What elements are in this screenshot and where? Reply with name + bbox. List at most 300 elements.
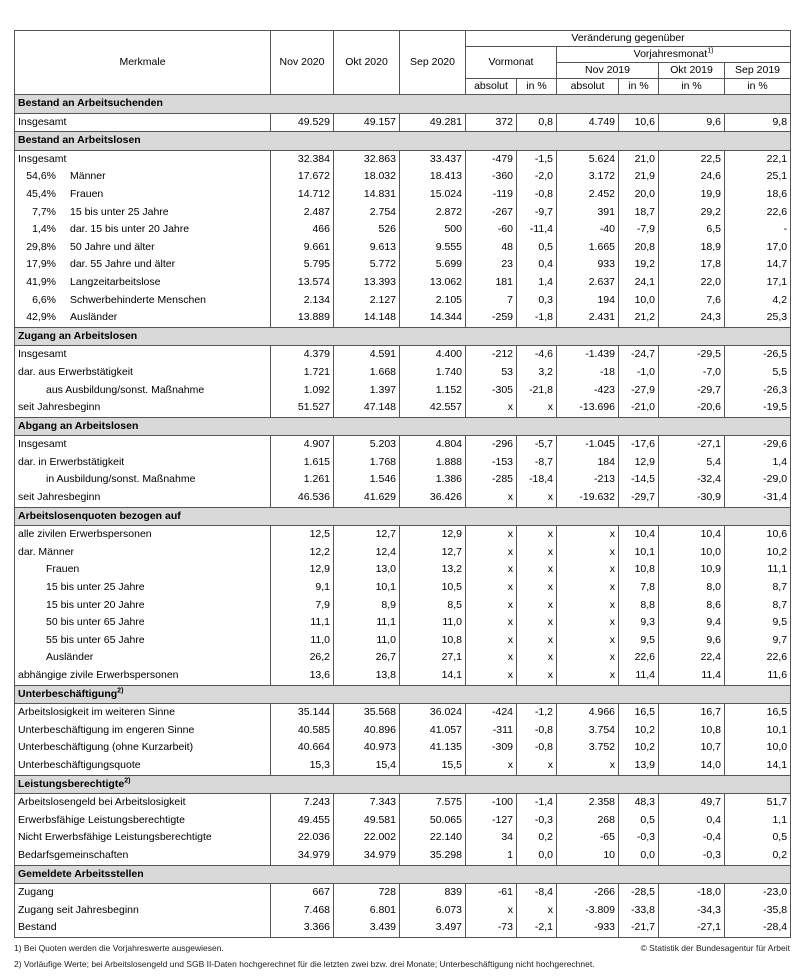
value-cell: -4,6	[517, 346, 557, 364]
value-cell: 526	[334, 221, 400, 239]
value-cell: 22,0	[659, 274, 725, 292]
section-fill-cell	[334, 685, 400, 704]
header-vorjahresmonat-label: Vorjahresmonat	[633, 48, 708, 60]
value-cell: -0,8	[517, 722, 557, 740]
section-fill-cell	[619, 685, 659, 704]
value-cell: 9,5	[725, 614, 791, 632]
row-label-cell	[15, 794, 271, 812]
section-fill-cell	[659, 775, 725, 794]
value-cell: -24,7	[619, 346, 659, 364]
value-cell: 0,0	[619, 847, 659, 865]
value-cell: 5.699	[400, 256, 466, 274]
value-cell: 9,1	[271, 579, 334, 597]
value-cell: -1,0	[619, 364, 659, 382]
table-body	[15, 95, 791, 938]
value-cell: x	[517, 544, 557, 562]
value-cell: 41.057	[400, 722, 466, 740]
value-cell: -296	[466, 436, 517, 454]
value-cell: 14.712	[271, 186, 334, 204]
value-cell: 40.585	[271, 722, 334, 740]
value-cell: 32.384	[271, 150, 334, 168]
section-fill-cell	[466, 132, 517, 151]
row-label: dar. 55 Jahre und älter	[70, 258, 176, 271]
table-header	[15, 31, 791, 95]
value-cell: x	[557, 614, 619, 632]
row-label: Zugang seit Jahresbeginn	[18, 903, 139, 916]
value-cell: 22,1	[725, 150, 791, 168]
share-percent: 41,9%	[26, 275, 56, 288]
section-header-row	[15, 775, 791, 794]
value-cell: x	[557, 649, 619, 667]
value-cell: 41.135	[400, 739, 466, 757]
row-label: dar. in Erwerbstätigkeit	[18, 455, 125, 468]
value-cell: -266	[557, 884, 619, 902]
value-cell: 48	[466, 239, 517, 257]
value-cell: 500	[400, 221, 466, 239]
value-cell: 22.002	[334, 829, 400, 847]
value-cell: x	[466, 544, 517, 562]
value-cell: 24,1	[619, 274, 659, 292]
row-label: dar. aus Erwerbstätigkeit	[18, 365, 133, 378]
section-fill-cell	[517, 685, 557, 704]
section-fill-cell	[619, 775, 659, 794]
table-row	[15, 544, 791, 562]
value-cell: 4.907	[271, 436, 334, 454]
share-percent: 42,9%	[26, 311, 56, 324]
value-cell: 8,9	[334, 597, 400, 615]
value-cell: 16,5	[619, 704, 659, 722]
value-cell: -360	[466, 168, 517, 186]
row-label-cell	[15, 309, 271, 327]
value-cell: 10,1	[334, 579, 400, 597]
section-fill-cell	[725, 132, 791, 151]
value-cell: 49,7	[659, 794, 725, 812]
value-cell: -28,4	[725, 919, 791, 937]
row-label: abhängige zivile Erwerbspersonen	[18, 669, 179, 681]
value-cell: 50.065	[400, 812, 466, 830]
section-fill-cell	[334, 507, 400, 526]
value-cell: -13.696	[557, 399, 619, 417]
value-cell: 3.497	[400, 919, 466, 937]
section-fill-cell	[725, 865, 791, 884]
value-cell: 4.379	[271, 346, 334, 364]
row-label: 15 bis unter 25 Jahre	[70, 205, 169, 218]
value-cell: -479	[466, 150, 517, 168]
value-cell: x	[466, 526, 517, 544]
section-fill-cell	[725, 775, 791, 794]
value-cell: 15,5	[400, 757, 466, 775]
value-cell: 1.888	[400, 454, 466, 472]
value-cell: 1.397	[334, 382, 400, 400]
section-fill-cell	[517, 417, 557, 436]
row-label-cell	[15, 186, 271, 204]
value-cell: x	[466, 649, 517, 667]
value-cell: 10,6	[619, 113, 659, 132]
header-vormonat: Vormonat	[466, 47, 557, 79]
value-cell: 3.172	[557, 168, 619, 186]
value-cell: 40.664	[271, 739, 334, 757]
value-cell: x	[557, 561, 619, 579]
value-cell: 2.431	[557, 309, 619, 327]
value-cell: 18,7	[619, 204, 659, 222]
value-cell: -27,9	[619, 382, 659, 400]
value-cell: x	[517, 526, 557, 544]
section-fill-cell	[659, 132, 725, 151]
row-label-cell	[15, 649, 271, 667]
value-cell: -0,3	[659, 847, 725, 865]
value-cell: 42.557	[400, 399, 466, 417]
value-cell: 466	[271, 221, 334, 239]
value-cell: 13,8	[334, 667, 400, 685]
row-label-cell	[15, 704, 271, 722]
value-cell: -19,5	[725, 399, 791, 417]
table-row	[15, 221, 791, 239]
value-cell: 18,6	[725, 186, 791, 204]
value-cell: 728	[334, 884, 400, 902]
row-label: Bedarfsgemeinschaften	[18, 848, 129, 861]
value-cell: 8,6	[659, 597, 725, 615]
section-fill-cell	[659, 865, 725, 884]
value-cell: -27,1	[659, 919, 725, 937]
header-nov-2020: Nov 2020	[271, 31, 334, 95]
value-cell: 2.127	[334, 292, 400, 310]
section-fill-cell	[557, 685, 619, 704]
row-label: Unterbeschäftigung im engeren Sinne	[18, 723, 195, 736]
section-title-text: Arbeitslosenquoten bezogen auf	[18, 509, 181, 522]
value-cell: -61	[466, 884, 517, 902]
value-cell: 5.203	[334, 436, 400, 454]
value-cell: 51,7	[725, 794, 791, 812]
value-cell: 49.281	[400, 113, 466, 132]
value-cell: -933	[557, 919, 619, 937]
value-cell: 11,6	[725, 667, 791, 685]
value-cell: -0,8	[517, 739, 557, 757]
value-cell: 10,4	[659, 526, 725, 544]
section-fill-cell	[619, 865, 659, 884]
section-fill-cell	[619, 507, 659, 526]
value-cell: -21,7	[619, 919, 659, 937]
section-header-row	[15, 95, 791, 114]
row-label-cell	[15, 614, 271, 632]
value-cell: 1.768	[334, 454, 400, 472]
section-fill-cell	[725, 327, 791, 346]
table-row	[15, 436, 791, 454]
section-fill-cell	[271, 685, 334, 704]
value-cell: 9.613	[334, 239, 400, 257]
value-cell: 40.896	[334, 722, 400, 740]
value-cell: -127	[466, 812, 517, 830]
value-cell: -305	[466, 382, 517, 400]
value-cell: 4.804	[400, 436, 466, 454]
value-cell: 17,1	[725, 274, 791, 292]
value-cell: 21,9	[619, 168, 659, 186]
row-label: Frauen	[70, 187, 104, 200]
value-cell: 667	[271, 884, 334, 902]
value-cell: 3,2	[517, 364, 557, 382]
value-cell: 10,0	[619, 292, 659, 310]
value-cell: 8,7	[725, 597, 791, 615]
header-nov2019-absolut: absolut	[557, 79, 619, 95]
section-fill-cell	[619, 417, 659, 436]
value-cell: x	[466, 399, 517, 417]
value-cell: 27,1	[400, 649, 466, 667]
row-label: Unterbeschäftigungsquote	[18, 758, 141, 771]
value-cell: 34.979	[271, 847, 334, 865]
value-cell: 12,5	[271, 526, 334, 544]
value-cell: 11,1	[271, 614, 334, 632]
row-label-cell	[15, 526, 271, 544]
value-cell: 1.721	[271, 364, 334, 382]
value-cell: 1,1	[725, 812, 791, 830]
value-cell: 13,2	[400, 561, 466, 579]
value-cell: x	[517, 667, 557, 685]
value-cell: 15,4	[334, 757, 400, 775]
value-cell: -1,5	[517, 150, 557, 168]
value-cell: -31,4	[725, 489, 791, 507]
value-cell: 839	[400, 884, 466, 902]
value-cell: 21,2	[619, 309, 659, 327]
value-cell: 2.358	[557, 794, 619, 812]
table-row	[15, 309, 791, 327]
value-cell: -1,2	[517, 704, 557, 722]
section-title	[15, 685, 271, 704]
value-cell: 22.140	[400, 829, 466, 847]
value-cell: 7,9	[271, 597, 334, 615]
value-cell: 13.889	[271, 309, 334, 327]
value-cell: 2.872	[400, 204, 466, 222]
value-cell: 35.144	[271, 704, 334, 722]
value-cell: x	[466, 902, 517, 920]
value-cell: 4.591	[334, 346, 400, 364]
value-cell: 9,3	[619, 614, 659, 632]
row-label: in Ausbildung/sonst. Maßnahme	[46, 473, 196, 486]
row-label-cell	[15, 919, 271, 937]
value-cell: x	[517, 579, 557, 597]
row-label: Arbeitslosengeld bei Arbeitslosigkeit	[18, 796, 186, 809]
value-cell: 1.668	[334, 364, 400, 382]
table-row	[15, 526, 791, 544]
value-cell: -7,9	[619, 221, 659, 239]
value-cell: -8,4	[517, 884, 557, 902]
section-fill-cell	[466, 507, 517, 526]
row-label: 55 bis unter 65 Jahre	[46, 633, 145, 646]
value-cell: 4.749	[557, 113, 619, 132]
section-fill-cell	[466, 775, 517, 794]
table-row	[15, 346, 791, 364]
value-cell: 9,6	[659, 113, 725, 132]
row-label-cell	[15, 256, 271, 274]
statistics-table	[14, 30, 791, 938]
section-fill-cell	[271, 865, 334, 884]
section-title	[15, 417, 271, 436]
row-label-cell	[15, 829, 271, 847]
table-row	[15, 739, 791, 757]
value-cell: -60	[466, 221, 517, 239]
value-cell: -285	[466, 471, 517, 489]
value-cell: 194	[557, 292, 619, 310]
header-sep-2020: Sep 2020	[400, 31, 466, 95]
value-cell: 22,6	[725, 204, 791, 222]
table-row	[15, 579, 791, 597]
table-row	[15, 722, 791, 740]
section-fill-cell	[725, 507, 791, 526]
section-header-row	[15, 865, 791, 884]
value-cell: 181	[466, 274, 517, 292]
value-cell: -26,5	[725, 346, 791, 364]
value-cell: 372	[466, 113, 517, 132]
value-cell: -21,0	[619, 399, 659, 417]
header-sep2019-pct: in %	[725, 79, 791, 95]
section-fill-cell	[619, 327, 659, 346]
table-row	[15, 150, 791, 168]
table-row	[15, 471, 791, 489]
section-title-text: Gemeldete Arbeitsstellen	[18, 867, 144, 880]
row-label-cell	[15, 150, 271, 168]
value-cell: 7.343	[334, 794, 400, 812]
row-label-cell	[15, 597, 271, 615]
row-label: Langzeitarbeitslose	[70, 275, 161, 288]
row-label: Zugang	[18, 886, 54, 899]
value-cell: 20,0	[619, 186, 659, 204]
value-cell: 18,9	[659, 239, 725, 257]
row-label-cell	[15, 221, 271, 239]
section-header-row	[15, 132, 791, 151]
section-fill-cell	[725, 685, 791, 704]
section-title-text: Bestand an Arbeitsuchenden	[18, 97, 163, 109]
value-cell: 0,5	[619, 812, 659, 830]
value-cell: 9,6	[659, 632, 725, 650]
value-cell: 17,8	[659, 256, 725, 274]
row-label: seit Jahresbeginn	[18, 401, 101, 414]
row-label: dar. Männer	[18, 545, 75, 558]
section-fill-cell	[334, 95, 400, 114]
section-title	[15, 327, 271, 346]
row-label-cell	[15, 667, 271, 685]
header-vormonat-absolut: absolut	[466, 79, 517, 95]
value-cell: 26,2	[271, 649, 334, 667]
table-row	[15, 902, 791, 920]
row-label-cell	[15, 346, 271, 364]
section-fill-cell	[400, 685, 466, 704]
value-cell: 1.092	[271, 382, 334, 400]
table-row	[15, 256, 791, 274]
share-percent: 45,4%	[26, 187, 56, 200]
section-header-row	[15, 685, 791, 704]
value-cell: 9,8	[725, 113, 791, 132]
section-title-text: Unterbeschäftigung	[18, 687, 118, 700]
value-cell: -17,6	[619, 436, 659, 454]
header-okt-2019: Okt 2019	[659, 63, 725, 79]
value-cell: 9.555	[400, 239, 466, 257]
row-label-cell	[15, 399, 271, 417]
row-label: Ausländer	[70, 311, 118, 324]
value-cell: 10,0	[725, 739, 791, 757]
value-cell: -	[725, 221, 791, 239]
value-cell: 49.529	[271, 113, 334, 132]
row-label: Bestand	[18, 921, 57, 934]
value-cell: x	[466, 614, 517, 632]
value-cell: 10,4	[619, 526, 659, 544]
value-cell: 10,6	[725, 526, 791, 544]
table-row	[15, 632, 791, 650]
value-cell: 0,3	[517, 292, 557, 310]
value-cell: -29,7	[659, 382, 725, 400]
value-cell: -1,8	[517, 309, 557, 327]
value-cell: 6,5	[659, 221, 725, 239]
value-cell: -153	[466, 454, 517, 472]
value-cell: -19.632	[557, 489, 619, 507]
value-cell: 12,7	[400, 544, 466, 562]
table-row	[15, 399, 791, 417]
value-cell: -309	[466, 739, 517, 757]
section-fill-cell	[517, 327, 557, 346]
value-cell: -20,6	[659, 399, 725, 417]
value-cell: -30,9	[659, 489, 725, 507]
value-cell: x	[557, 544, 619, 562]
section-fill-cell	[659, 507, 725, 526]
value-cell: 49.455	[271, 812, 334, 830]
value-cell: 48,3	[619, 794, 659, 812]
section-fill-cell	[659, 327, 725, 346]
value-cell: 4,2	[725, 292, 791, 310]
section-fill-cell	[400, 507, 466, 526]
section-fill-cell	[659, 95, 725, 114]
value-cell: 5,4	[659, 454, 725, 472]
section-fill-cell	[334, 417, 400, 436]
value-cell: 12,9	[619, 454, 659, 472]
value-cell: 47.148	[334, 399, 400, 417]
value-cell: 2.134	[271, 292, 334, 310]
value-cell: 5,5	[725, 364, 791, 382]
value-cell: 3.366	[271, 919, 334, 937]
value-cell: 13,9	[619, 757, 659, 775]
section-fill-cell	[557, 417, 619, 436]
section-fill-cell	[400, 417, 466, 436]
value-cell: 40.973	[334, 739, 400, 757]
value-cell: 23	[466, 256, 517, 274]
value-cell: 391	[557, 204, 619, 222]
value-cell: -2,1	[517, 919, 557, 937]
value-cell: -423	[557, 382, 619, 400]
value-cell: 25,3	[725, 309, 791, 327]
header-nov2019-pct: in %	[619, 79, 659, 95]
table-row	[15, 113, 791, 132]
value-cell: -3.809	[557, 902, 619, 920]
value-cell: x	[557, 526, 619, 544]
value-cell: -29,5	[659, 346, 725, 364]
value-cell: 9,5	[619, 632, 659, 650]
section-fill-cell	[517, 507, 557, 526]
value-cell: x	[517, 902, 557, 920]
section-fill-cell	[466, 95, 517, 114]
section-fill-cell	[557, 865, 619, 884]
row-label: Insgesamt	[18, 152, 67, 165]
value-cell: 0,0	[517, 847, 557, 865]
value-cell: 34.979	[334, 847, 400, 865]
value-cell: 0,5	[725, 829, 791, 847]
value-cell: -23,0	[725, 884, 791, 902]
value-cell: 10,5	[400, 579, 466, 597]
table-row	[15, 364, 791, 382]
section-title	[15, 132, 271, 151]
value-cell: 1.665	[557, 239, 619, 257]
section-fill-cell	[271, 132, 334, 151]
value-cell: -29,6	[725, 436, 791, 454]
value-cell: 11,1	[334, 614, 400, 632]
value-cell: 22,5	[659, 150, 725, 168]
section-fill-cell	[659, 417, 725, 436]
section-header-row	[15, 417, 791, 436]
